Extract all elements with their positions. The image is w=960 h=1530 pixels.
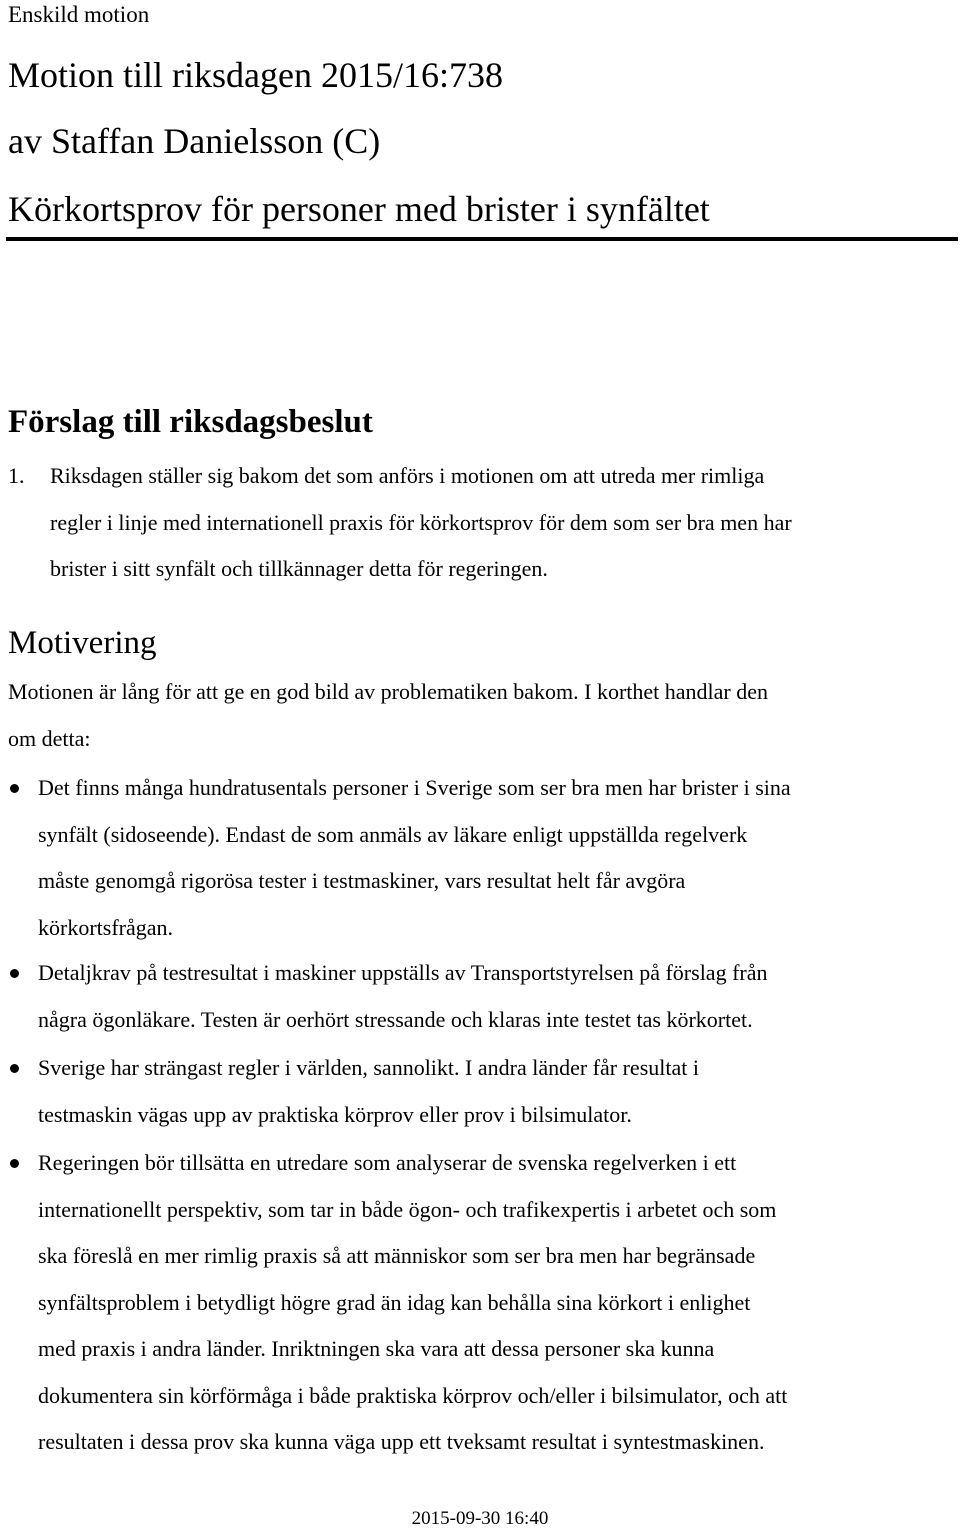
text-line: om detta: bbox=[8, 725, 91, 751]
proposal-item-number: 1. bbox=[8, 463, 25, 488]
proposal-heading: Förslag till riksdagsbeslut bbox=[8, 404, 373, 440]
text-line: ska föreslå en mer rimlig praxis så att människor som ser bra men har begränsade bbox=[38, 1243, 756, 1268]
motion-title: Motion till riksdagen 2015/16:738 bbox=[8, 55, 503, 95]
motivation-intro bbox=[8, 669, 958, 762]
text-line: Detaljkrav på testresultat i maskiner uppställs av Transportstyrelsen på förslag från bbox=[38, 960, 768, 985]
document-type-label: Enskild motion bbox=[8, 2, 150, 27]
text-line: synfältsproblem i betydligt högre grad än idag kan behålla sina körkort i enlighet bbox=[38, 1289, 751, 1315]
text-line: Sverige har strängast regler i världen, sannolikt. I andra länder får resultat i bbox=[38, 1055, 699, 1080]
bullet-icon bbox=[10, 784, 19, 793]
text-line: synfält (sidoseende). Endast de som anmäls av läkare enligt uppställda regelverk bbox=[38, 821, 748, 847]
bullet-icon bbox=[10, 969, 19, 978]
text-line: regler i linje med internationell praxis för körkortsprov för dem som ser bra men har bbox=[50, 509, 792, 535]
text-line: Motionen är lång för att ge en god bild av problematiken bakom. I korthet handlar den bbox=[8, 679, 768, 704]
text-line: körkortsfrågan. bbox=[38, 914, 174, 940]
text-line: några ögonläkare. Testen är oerhört stressande och klaras inte testet tas körkortet. bbox=[38, 1006, 753, 1032]
bullet-text bbox=[38, 1140, 958, 1466]
text-line: internationellt perspektiv, som tar in både ögon- och trafikexpertis i arbetet och som bbox=[38, 1196, 777, 1222]
bullet-text bbox=[38, 1045, 958, 1138]
bullet-icon bbox=[10, 1064, 19, 1073]
text-line: dokumentera sin körförmåga i både praktiska körprov och/eller i bilsimulator, och att bbox=[38, 1382, 788, 1408]
text-line: Riksdagen ställer sig bakom det som anförs i motionen om att utreda mer rimliga bbox=[50, 463, 765, 488]
footer-timestamp: 2015-09-30 16:40 bbox=[411, 1508, 549, 1529]
text-line: testmaskin vägas upp av praktiska körprov eller prov i bilsimulator. bbox=[38, 1101, 632, 1127]
text-line: brister i sitt synfält och tillkännager detta för regeringen. bbox=[50, 556, 548, 581]
motion-subject: Körkortsprov för personer med brister i synfältet bbox=[8, 189, 710, 229]
text-line: resultaten i dessa prov ska kunna väga upp ett tveksamt resultat i syntestmaskinen. bbox=[38, 1429, 765, 1454]
motion-author: av Staffan Danielsson (C) bbox=[8, 121, 381, 161]
text-line: måste genomgå rigorösa tester i testmaskiner, vars resultat helt får avgöra bbox=[38, 868, 686, 893]
proposal-item-text bbox=[50, 453, 960, 593]
text-line: Det finns många hundratusentals personer i Sverige som ser bra men har brister i sina bbox=[38, 775, 791, 800]
bullet-text bbox=[38, 765, 958, 951]
bullet-icon bbox=[10, 1159, 19, 1168]
motivation-heading: Motivering bbox=[8, 625, 157, 661]
text-line: med praxis i andra länder. Inriktningen ska vara att dessa personer ska kunna bbox=[38, 1336, 715, 1361]
title-divider bbox=[6, 237, 958, 241]
text-line: Regeringen bör tillsätta en utredare som analyserar de svenska regelverken i ett bbox=[38, 1150, 737, 1175]
bullet-text bbox=[38, 950, 958, 1043]
